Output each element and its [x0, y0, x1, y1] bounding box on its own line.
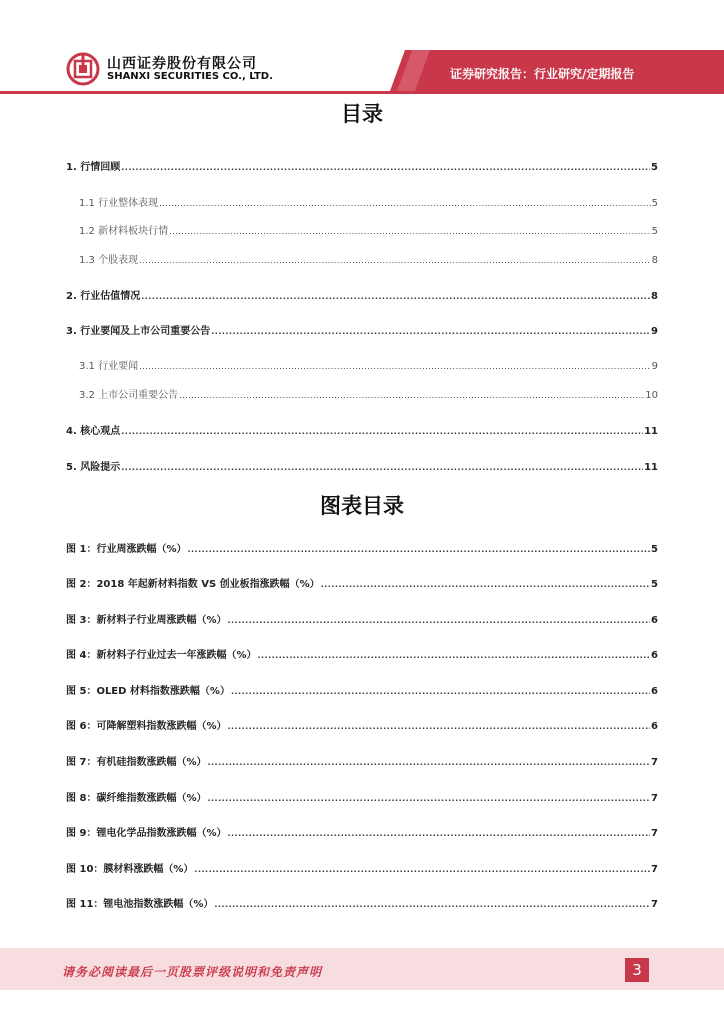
toc-entry-label: 1.2 新材料板块行情	[79, 226, 169, 237]
toc-entry[interactable]	[79, 222, 658, 238]
leader-dots	[121, 427, 643, 436]
leader-dots	[207, 794, 650, 803]
leader-dots	[211, 327, 650, 336]
toc-entry-page: 11	[644, 462, 658, 473]
figure-entry[interactable]	[66, 540, 658, 556]
leader-dots	[207, 758, 650, 767]
figure-entry[interactable]	[66, 682, 658, 698]
figure-entry-label: 图 4：新材料子行业过去一年涨跌幅（%）	[66, 650, 257, 661]
figure-entry-page: 6	[651, 615, 658, 626]
leader-dots	[139, 256, 651, 265]
figure-entry-page: 6	[651, 721, 658, 732]
leader-dots	[227, 616, 650, 625]
toc-entry[interactable]	[66, 458, 658, 474]
leader-dots	[179, 391, 644, 400]
figure-entry[interactable]	[66, 646, 658, 662]
toc-entry-page: 10	[645, 390, 658, 401]
toc-entry[interactable]	[66, 158, 658, 174]
figure-entry[interactable]	[66, 895, 658, 911]
toc-entry-page: 9	[651, 361, 658, 372]
toc-entry-label: 4. 核心观点	[66, 426, 121, 437]
toc-entry-label: 5. 风险提示	[66, 462, 121, 473]
figure-entry-label: 图 9：锂电化学品指数涨跌幅（%）	[66, 828, 227, 839]
figure-entry[interactable]	[66, 789, 658, 805]
company-name-cn: 山西证券股份有限公司	[107, 56, 257, 72]
toc-entry[interactable]	[66, 422, 658, 438]
page-header	[0, 0, 724, 110]
figure-entry-label: 图 10：膜材料涨跌幅（%）	[66, 864, 194, 875]
figure-entry-label: 图 8：碳纤维指数涨跌幅（%）	[66, 793, 207, 804]
toc-entry[interactable]	[66, 322, 658, 338]
figure-entry-label: 图 3：新材料子行业周涨跌幅（%）	[66, 615, 227, 626]
report-type-label: 证券研究报告：行业研究/定期报告	[450, 67, 635, 81]
leader-dots	[194, 865, 650, 874]
toc-entry-page: 5	[651, 162, 658, 173]
toc-entry-label: 1.3 个股表现	[79, 255, 139, 266]
figure-entry-label: 图 5：OLED 材料指数涨跌幅（%）	[66, 686, 230, 697]
figure-entry-page: 6	[651, 686, 658, 697]
leader-dots	[321, 580, 650, 589]
figure-entry-label: 图 1：行业周涨跌幅（%）	[66, 544, 187, 555]
leader-dots	[187, 545, 650, 554]
figure-entry-label: 图 2：2018 年起新材料指数 VS 创业板指涨跌幅（%）	[66, 579, 320, 590]
figure-entry[interactable]	[66, 860, 658, 876]
leader-dots	[214, 900, 650, 909]
toc-entry-label: 1.1 行业整体表现	[79, 198, 159, 209]
figure-entry-label: 图 7：有机硅指数涨跌幅（%）	[66, 757, 207, 768]
figure-entry-page: 7	[651, 757, 658, 768]
toc-entry-page: 5	[651, 226, 658, 237]
toc-entry-label: 3.1 行业要闻	[79, 361, 139, 372]
figure-entry-page: 7	[651, 899, 658, 910]
leader-dots	[121, 463, 643, 472]
toc-entry-page: 9	[651, 326, 658, 337]
figure-entry-page: 6	[651, 650, 658, 661]
figure-entry[interactable]	[66, 575, 658, 591]
company-logo-icon	[66, 52, 100, 86]
figure-entry-page: 5	[651, 544, 658, 555]
leader-dots	[169, 227, 651, 236]
toc-title: 目录	[341, 102, 383, 126]
figure-entry[interactable]	[66, 824, 658, 840]
figure-entry-label: 图 11：锂电池指数涨跌幅（%）	[66, 899, 214, 910]
figure-entry-page: 7	[651, 864, 658, 875]
company-name-en: SHANXI SECURITIES CO., LTD.	[107, 71, 273, 82]
figure-list-title: 图表目录	[320, 494, 404, 518]
leader-dots	[257, 651, 650, 660]
toc-entry-page: 8	[651, 291, 658, 302]
toc-entry[interactable]	[79, 386, 658, 402]
figure-entry[interactable]	[66, 611, 658, 627]
toc-entry-page: 11	[644, 426, 658, 437]
toc-entry-page: 8	[651, 255, 658, 266]
figure-entry[interactable]	[66, 717, 658, 733]
leader-dots	[227, 722, 650, 731]
toc-entry-label: 2. 行业估值情况	[66, 291, 141, 302]
footer-disclaimer: 请务必阅读最后一页股票评级说明和免责声明	[62, 965, 323, 979]
leader-dots	[141, 292, 650, 301]
figure-entry-page: 7	[651, 793, 658, 804]
header-rule	[0, 91, 724, 94]
toc-entry[interactable]	[79, 194, 658, 210]
figure-entry-page: 7	[651, 828, 658, 839]
leader-dots	[231, 687, 650, 696]
figure-entry-label: 图 6：可降解塑料指数涨跌幅（%）	[66, 721, 227, 732]
leader-dots	[121, 163, 650, 172]
leader-dots	[139, 362, 651, 371]
figure-entry[interactable]	[66, 753, 658, 769]
toc-entry[interactable]	[66, 287, 658, 303]
toc-entry-label: 1. 行情回顾	[66, 162, 121, 173]
leader-dots	[227, 829, 650, 838]
page-number: 3	[625, 958, 649, 982]
toc-entry-label: 3. 行业要闻及上市公司重要公告	[66, 326, 211, 337]
toc-entry[interactable]	[79, 251, 658, 267]
figure-entry-page: 5	[651, 579, 658, 590]
leader-dots	[159, 199, 651, 208]
toc-entry-page: 5	[651, 198, 658, 209]
toc-entry[interactable]	[79, 357, 658, 373]
toc-entry-label: 3.2 上市公司重要公告	[79, 390, 179, 401]
